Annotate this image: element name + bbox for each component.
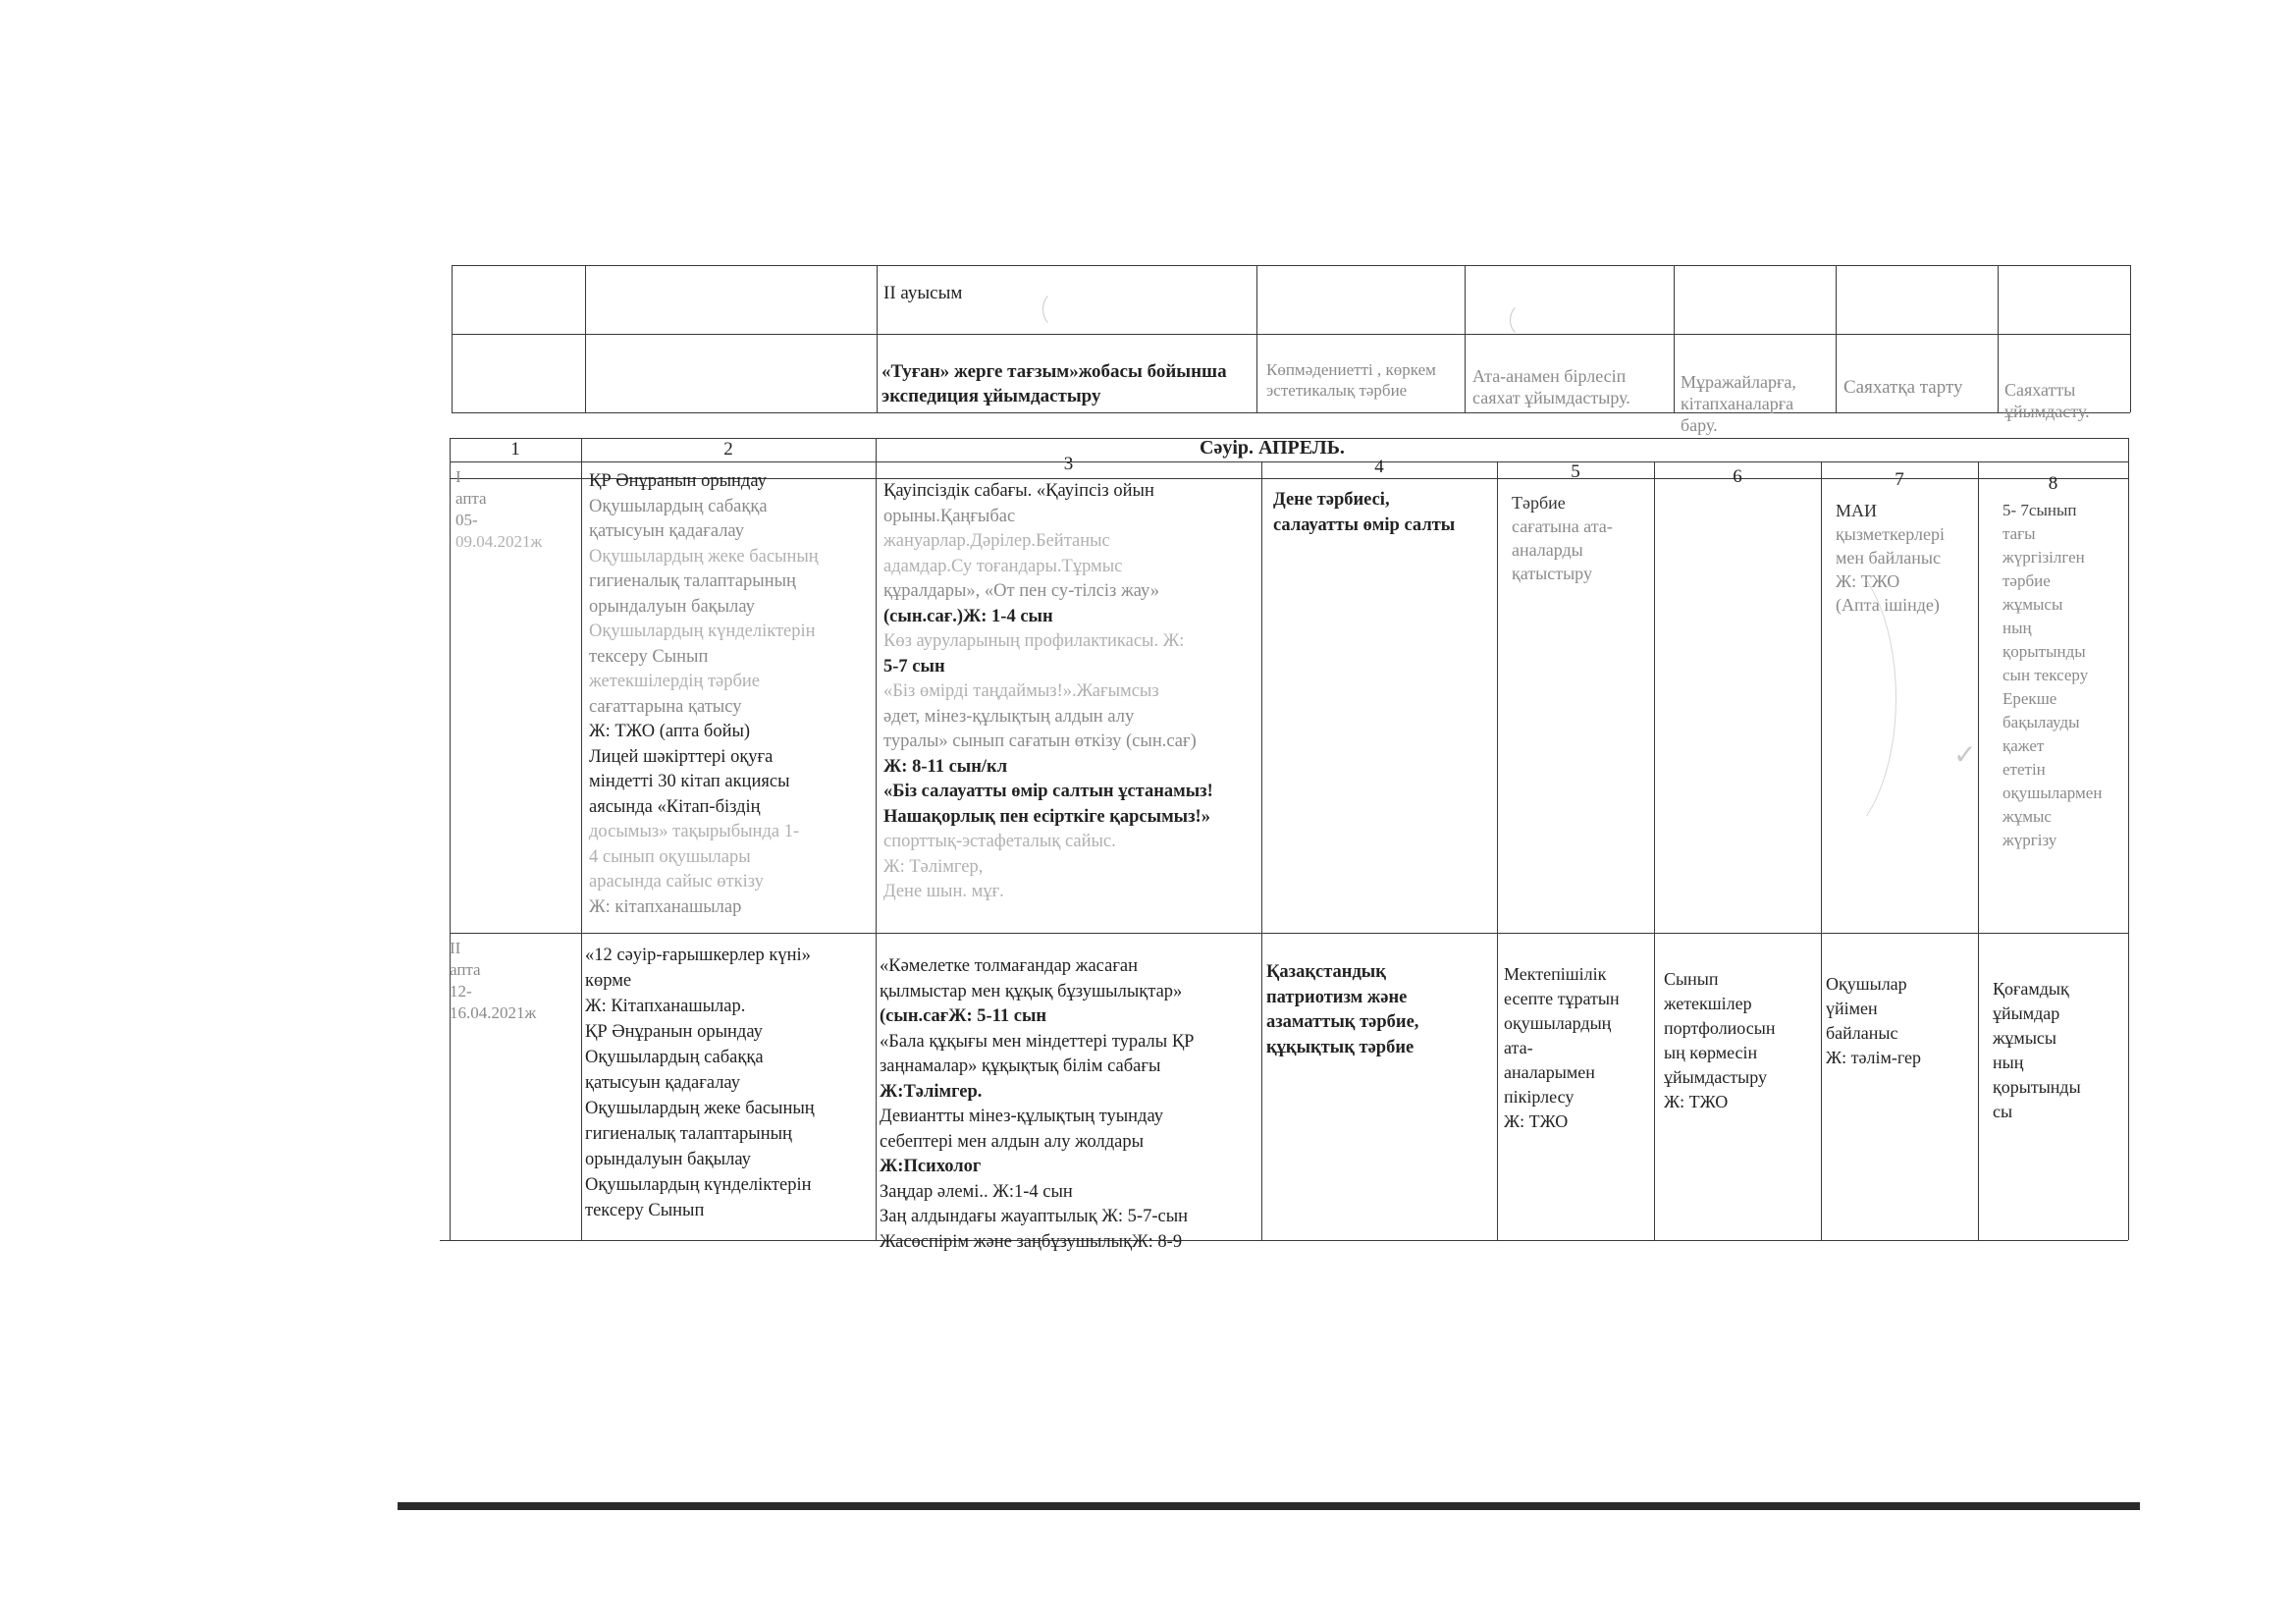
main-table-line — [1654, 461, 1655, 1240]
week1-col2-line: Ж: ТЖО (апта бойы) — [589, 722, 751, 741]
pen-mark — [1510, 302, 1541, 338]
week1-label-line: 05- — [455, 511, 478, 529]
week2-label-line: II — [450, 939, 461, 957]
week1-col7-line: МАИ — [1836, 501, 1878, 520]
week1-col3-line: Дене шын. мұғ. — [883, 882, 1004, 901]
top-cell-museums: Мұражайларға, кітапханаларға бару. — [1681, 372, 1796, 435]
week1-col5 — [1512, 491, 1654, 585]
top-table-line — [452, 334, 2130, 335]
week2-col5-line: Ж: ТЖО — [1504, 1111, 1569, 1131]
top-cell-organize-trip: Саяхатты ұйымдасту. — [2004, 380, 2090, 421]
week2-col6-line: Сынып — [1664, 969, 1719, 989]
week1-col3-line: (сын.сағ.)Ж: 1-4 сын — [883, 606, 1053, 626]
main-table-line — [876, 438, 877, 1240]
week2-col3-line: Ж:Тәлімгер. — [880, 1081, 983, 1102]
week1-col2-line: аясында «Кітап-біздің — [589, 796, 761, 817]
week2-col6-line: портфолиосын — [1664, 1018, 1776, 1038]
column-number: 1 — [510, 439, 520, 460]
week2-col8-line: ның — [1993, 1053, 2024, 1072]
main-table-line — [450, 933, 2128, 934]
main-table-line — [2128, 438, 2129, 1240]
top-table-line — [877, 265, 878, 412]
week1-col2-line: жетекшілердің тәрбие — [589, 672, 761, 691]
week2-col4-line: Қазақстандық — [1266, 962, 1386, 982]
week2-label-line: апта — [450, 960, 481, 979]
week1-col8-line: ететін — [2002, 760, 2046, 779]
week1-label-line: 09.04.2021ж — [455, 532, 543, 551]
week1-col2-line: Оқушылардың жеке басының — [589, 546, 819, 567]
top-table-line — [452, 265, 453, 412]
week1-col2-line: гигиеналық талаптарының — [589, 571, 796, 591]
week1-col3-line: орыны.Қаңғыбас — [883, 506, 1016, 526]
week2-col3-line: қылмыстар мен құқық бұзушылықтар» — [880, 981, 1183, 1001]
scan-edge-bar — [398, 1502, 2140, 1510]
week2-col2-line: гигиеналық талаптарының — [585, 1124, 792, 1144]
week1-col7-line: мен байланыс — [1836, 548, 1941, 568]
top-table-line — [585, 265, 586, 412]
pen-mark: ✓ — [1953, 740, 1977, 771]
week1-col3-line: «Біз өмірді таңдаймыз!».Жағымсыз — [883, 681, 1159, 701]
week2-col5 — [1504, 962, 1653, 1134]
week1-col2-line: Оқушылардың күнделіктерін — [589, 622, 816, 641]
week2-col4-line: азаматтық тәрбие, — [1266, 1012, 1419, 1032]
column-number: 4 — [1374, 457, 1384, 477]
week1-col3-line: жануарлар.Дәрілер.Бейтаныс — [883, 531, 1110, 551]
week1-label — [455, 466, 542, 553]
week2-col2 — [585, 943, 875, 1223]
column-number: 7 — [1895, 469, 1904, 490]
week1-col2-line: досымыз» тақырыбында 1- — [589, 822, 800, 841]
week2-col2-line: Оқушылардың күнделіктерін — [585, 1175, 812, 1195]
week1-col2-line: міндетті 30 кітап акциясы — [589, 772, 790, 791]
column-number: 6 — [1733, 466, 1742, 487]
week1-col2-line: 4 сынып оқушылары — [589, 846, 751, 867]
top-table-line — [1998, 265, 1999, 412]
week1-col8-line: оқушылармен жұмыс — [2002, 784, 2103, 826]
week1-col3-line: Көз ауруларының профилактикасы. Ж: — [883, 631, 1185, 651]
week1-col5-line: сағатына ата- — [1512, 516, 1613, 536]
week1-col2-line: Оқушылардың сабаққа — [589, 496, 768, 516]
week2-col4-line: патриотизм және — [1266, 987, 1408, 1007]
week1-col7-line: (Апта ішінде) — [1836, 595, 1940, 615]
week2-col7-line: байланыс — [1826, 1023, 1898, 1043]
week2-col2-line: Оқушылардың сабаққа — [585, 1048, 764, 1067]
week2-col4 — [1266, 960, 1494, 1060]
week1-col5-line: қатыстыру — [1512, 564, 1592, 583]
main-table-line — [450, 438, 451, 1240]
week1-col8-line: жүргізілген — [2002, 548, 2085, 567]
week1-col8 — [2002, 499, 2128, 852]
week1-col4 — [1273, 487, 1494, 538]
column-number: 3 — [1063, 454, 1074, 474]
week2-col3-line: заңнамалар» құқықтық білім сабағы — [880, 1056, 1161, 1076]
week2-col2-line: Оқушылардың жеке басының — [585, 1099, 815, 1118]
week2-col5-line: ата- — [1504, 1038, 1533, 1057]
week2-col2-line: тексеру Сынып — [585, 1201, 705, 1220]
week2-col3-line: Ж:Психолог — [880, 1157, 982, 1176]
week2-col2-line: «12 сәуір-ғарышкерлер күні» — [585, 946, 811, 965]
week2-col5-line: есепте тұратын — [1504, 989, 1620, 1008]
week1-col7-line: қызметкерлері — [1836, 524, 1945, 544]
top-table-line — [2130, 265, 2131, 412]
main-table-line — [1978, 461, 1979, 1240]
week1-col3-line: 5-7 сын — [883, 656, 945, 676]
week2-col3-line: Заңдар әлемі.. Ж:1-4 сын — [880, 1181, 1073, 1202]
week2-col3-line: Заң алдындағы жауаптылық Ж: 5-7-сын — [880, 1207, 1189, 1226]
week1-col8-line: тағы — [2002, 524, 2036, 543]
week1-col8-line: тәрбие — [2002, 571, 2051, 590]
week1-col3-line: туралы» сынып сағатын өткізу (сын.сағ) — [883, 731, 1197, 751]
week1-col2-line: ҚР Әнұранын орындау — [589, 471, 767, 491]
top-table-line — [1256, 265, 1257, 412]
week1-label-line: I — [455, 467, 461, 486]
week1-col3-line: Ж: 8-11 сын/кл — [883, 756, 1008, 777]
week1-col4-line: Дене тәрбиесі, — [1273, 490, 1390, 510]
week1-col3-line: спорттық-эстафеталық сайыс. — [883, 832, 1116, 851]
week2-col2-line: орындалуын бақылау — [585, 1150, 751, 1169]
week2-col8 — [1993, 977, 2125, 1124]
week1-col2-line: арасында сайыс өткізу — [589, 872, 764, 892]
week1-col8-line: сын тексеру — [2002, 666, 2089, 684]
top-table-line — [452, 265, 2130, 266]
week2-label-line: 12- — [450, 982, 472, 1001]
main-table-line — [1261, 461, 1262, 1240]
week1-col2-line: Лицей шәкірттері оқуға — [589, 746, 774, 767]
week1-col3-line: адамдар.Су тоғандары.Тұрмыс — [883, 556, 1123, 576]
shift-label: II ауысым — [883, 283, 963, 303]
week2-col3-line: себептері мен алдын алу жолдары — [880, 1131, 1144, 1152]
week1-col5-line: Тәрбие — [1512, 493, 1566, 513]
week1-col8-line: бақылауды — [2002, 713, 2080, 731]
week1-col8-line: жұмысы — [2002, 595, 2063, 614]
week2-col5-line: аналарымен — [1504, 1062, 1595, 1082]
week1-col3-line: әдет, мінез-құлықтың алдын алу — [883, 706, 1135, 727]
top-cell-multicultural: Көпмәдениетті , көркем эстетикалық тәрбие — [1266, 360, 1436, 400]
week2-col7 — [1826, 972, 1975, 1070]
week2-col3-line: Девиантты мінез-құлықтың туындау — [880, 1107, 1163, 1126]
week2-col3-line: «Бала құқығы мен міндеттері туралы ҚР — [880, 1031, 1195, 1052]
week1-col3-line: құралдары», «От пен су-тілсіз жау» — [883, 581, 1159, 601]
week1-col3 — [883, 479, 1261, 905]
pen-mark — [1042, 291, 1074, 328]
week1-col3-line: Ж: Тәлімгер, — [883, 856, 984, 877]
week1-label-line: апта — [455, 489, 487, 508]
week1-col8-line: жүргізу — [2002, 831, 2057, 849]
week1-col2-line: тексеру Сынып — [589, 646, 709, 667]
week1-col2-line: орындалуын бақылау — [589, 596, 755, 617]
week2-col8-line: Қоғамдық — [1993, 979, 2069, 999]
week2-col8-line: ұйымдар — [1993, 1003, 2060, 1023]
week1-col8-line: ның — [2002, 619, 2032, 637]
week2-col6 — [1664, 967, 1819, 1114]
week2-col8-line: қорытынды — [1993, 1077, 2081, 1097]
top-table-line — [1465, 265, 1466, 412]
week2-col7-line: Ж: тәлім-гер — [1826, 1048, 1921, 1067]
week1-col8-line: қажет — [2002, 736, 2045, 755]
week1-col8-line: Ерекше — [2002, 689, 2057, 708]
week2-col5-line: оқушылардың — [1504, 1013, 1612, 1033]
week2-col3-line: (сын.сағЖ: 5-11 сын — [880, 1006, 1047, 1026]
week1-col5-line: аналарды — [1512, 540, 1583, 560]
week2-col6-line: ың көрмесін — [1664, 1043, 1758, 1062]
week2-col2-line: Ж: Кітапханашылар. — [585, 997, 746, 1016]
week2-col8-line: жұмысы — [1993, 1028, 2057, 1048]
week2-label — [450, 938, 536, 1024]
top-table-line — [1674, 265, 1675, 412]
week1-col3-line: Нашақорлық пен есірткіге қарсымыз!» — [883, 806, 1210, 827]
week2-col2-line: көрме — [585, 971, 632, 991]
week2-label-line: 16.04.2021ж — [450, 1003, 537, 1022]
week1-col8-line: 5- 7сынып — [2002, 501, 2077, 519]
week2-col6-line: жетекшілер — [1664, 994, 1752, 1013]
top-table-line — [1836, 265, 1837, 412]
week1-col2-line: Ж: кітапханашылар — [589, 896, 742, 917]
top-cell-parents-trip: Ата-анамен бірлесіп саяхат ұйымдастыру. — [1472, 366, 1630, 407]
week2-col7-line: үйімен — [1826, 999, 1878, 1018]
week2-col2-line: қатысуын қадағалау — [585, 1073, 740, 1093]
week2-col8-line: сы — [1993, 1102, 2013, 1121]
week2-col7-line: Оқушылар — [1826, 974, 1907, 994]
week2-col2-line: ҚР Әнұранын орындау — [585, 1022, 763, 1042]
week1-col3-line: «Біз салауатты өмір салтын ұстанамыз! — [883, 782, 1213, 801]
main-table-line — [1497, 461, 1498, 1240]
week1-col3-line: Қауіпсіздік сабағы. «Қауіпсіз ойын — [883, 481, 1154, 501]
top-table-line — [452, 412, 2130, 413]
week1-col2-line: сағаттарына қатысу — [589, 696, 742, 717]
week1-col8-line: қорытынды — [2002, 642, 2086, 661]
week1-col2 — [589, 469, 874, 920]
month-title: Сәуір. АПРЕЛЬ. — [1200, 437, 1345, 459]
week2-col5-line: Мектепішілік — [1504, 964, 1607, 984]
week2-col5-line: пікірлесу — [1504, 1087, 1575, 1107]
week1-col2-line: қатысуын қадағалау — [589, 521, 744, 541]
pen-arc — [1747, 550, 1896, 846]
column-number: 5 — [1571, 461, 1580, 482]
column-number: 8 — [2048, 473, 2058, 494]
week1-col4-line: салауатты өмір салты — [1273, 515, 1456, 535]
week2-col3-line: Жасөспірім және заңбұзушылықЖ: 8-9 — [880, 1231, 1183, 1252]
top-cell-project: «Туған» жерге тағзым»жобасы бойынша экспедиция ұйымдастыру — [881, 361, 1227, 406]
week2-col3 — [880, 954, 1260, 1255]
week2-col3-line: «Кәмелетке толмағандар жасаған — [880, 956, 1139, 976]
week2-col4-line: құқықтық тәрбие — [1266, 1037, 1415, 1057]
main-table-line — [581, 438, 582, 1240]
column-number: 2 — [723, 439, 733, 460]
week2-col6-line: Ж: ТЖО — [1664, 1092, 1729, 1111]
week2-col6-line: ұйымдастыру — [1664, 1067, 1767, 1087]
week1-col7-line: Ж: ТЖО — [1836, 571, 1900, 591]
top-cell-trip: Саяхатқа тарту — [1843, 377, 1963, 398]
main-table-line — [440, 1240, 2128, 1241]
